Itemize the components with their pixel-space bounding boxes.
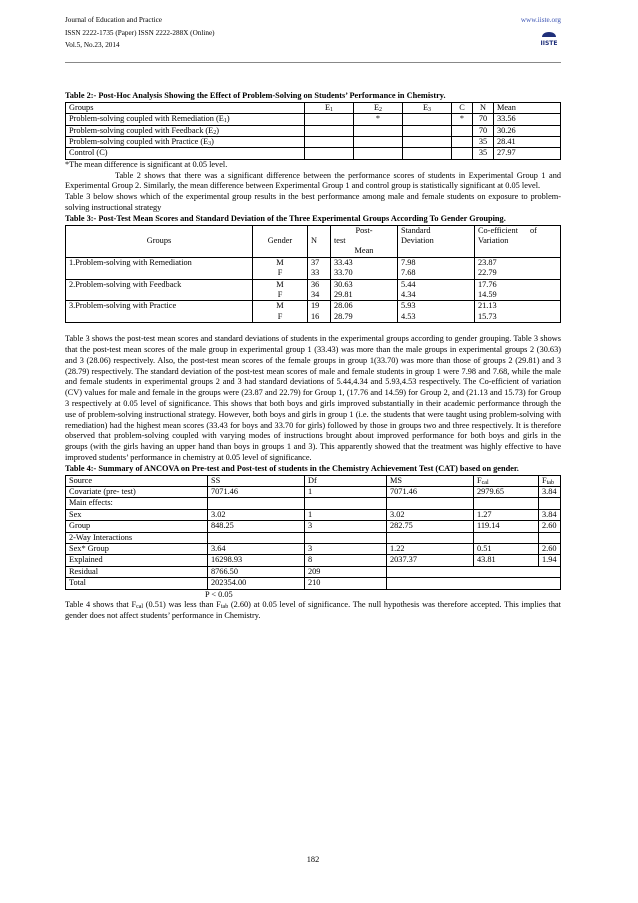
running-header: [65, 14, 561, 52]
table4-cell: [474, 498, 539, 509]
table3-caption: Table 3:- Post-Test Mean Scores and Standard Deviation of the Three Experimental Groups According To Gender Grouping.: [65, 213, 506, 223]
table4-cell: 202354.00: [208, 578, 305, 589]
table-row: [66, 137, 561, 148]
table4-cell: [208, 532, 305, 543]
table3-header-groups: Groups: [66, 225, 253, 257]
table-row: [66, 301, 561, 323]
table4-cell: Sex: [66, 509, 208, 520]
table4-cell: [474, 578, 539, 589]
table2-cell-group: Problem-solving coupled with Feedback $(E_2)$: [66, 125, 305, 136]
article-body: [65, 67, 561, 622]
table-row: [66, 148, 561, 159]
table2-header-c: C: [452, 102, 473, 113]
table3-cell-gender: M F: [253, 257, 308, 279]
table3-cell-cv: 21.13 15.73: [475, 301, 561, 323]
table3-cell-gender: M F: [253, 301, 308, 323]
table2-cell: 27.97: [494, 148, 561, 159]
journal-name: Journal of Education and Practice: [65, 16, 162, 24]
table3-header-sd: Standard Deviation: [398, 225, 475, 257]
table4: [65, 475, 561, 590]
table4-cell: 16298.93: [208, 555, 305, 566]
table3-cell-group: 3.Problem-solving with Practice: [66, 301, 253, 323]
table4-cell: 3.64: [208, 544, 305, 555]
table3-cell-gender: M F: [253, 279, 308, 301]
table4-header-df: Df: [305, 475, 387, 486]
table3-cell-n: 36 34: [308, 279, 331, 301]
table4-cell: 1: [305, 487, 387, 498]
table-row: [66, 578, 561, 589]
table3-cell-n: 19 16: [308, 301, 331, 323]
table4-cell: Sex* Group: [66, 544, 208, 555]
table4-header-ss: SS: [208, 475, 305, 486]
table2-cell: [305, 148, 354, 159]
table2-cell: 70: [473, 125, 494, 136]
table4-cell: 2.60: [539, 544, 561, 555]
table4-cell: 848.25: [208, 521, 305, 532]
table2-cell: [354, 148, 403, 159]
table2-cell: 35: [473, 148, 494, 159]
table4-cell: 8: [305, 555, 387, 566]
table4-cell: 7071.46: [387, 487, 474, 498]
page-number: 182: [306, 855, 320, 864]
table3-header-row: [66, 225, 561, 257]
table4-cell: Main effects:: [66, 498, 208, 509]
table-row: [66, 555, 561, 566]
table3-cell-mean: 30.63 29.81: [331, 279, 398, 301]
table4-cell: 0.51: [474, 544, 539, 555]
table4-cell: Covariate (pre- test): [66, 487, 208, 498]
table4-cell: [387, 498, 474, 509]
issn-line: ISSN 2222-1735 (Paper) ISSN 2222-288X (Online): [65, 28, 215, 37]
table2-cell: [305, 125, 354, 136]
table3-cell-mean: 33.43 33.70: [331, 257, 398, 279]
table4-cell: 1.27: [474, 509, 539, 520]
table-row: [66, 114, 561, 125]
paragraph: Table 4 shows that $F_{cal}$ (0.51) was less than $F_{tab}$ (2.60) at 0.05 level of significance. The null hypothesis was therefore accepted. This implies that gender does not affect students’ performance in Chemistry.: [65, 600, 561, 621]
table4-cell: 1.94: [539, 555, 561, 566]
table2-cell: 28.41: [494, 137, 561, 148]
table4-cell: [539, 566, 561, 577]
table4-cell: 1: [305, 509, 387, 520]
table2-header-e1: $E_1$: [305, 102, 354, 113]
table4-cell: Total: [66, 578, 208, 589]
table4-header-ftab: $F_{tab}$: [539, 475, 561, 486]
table4-cell: 3: [305, 521, 387, 532]
table3-cell-mean: 28.06 28.79: [331, 301, 398, 323]
table2-cell: 35: [473, 137, 494, 148]
table-row: [66, 544, 561, 555]
header-rule: [65, 62, 561, 63]
table4-cell: 119.14: [474, 521, 539, 532]
table3-header-gender: Gender: [253, 225, 308, 257]
table-row: [66, 509, 561, 520]
table4-cell: 1.22: [387, 544, 474, 555]
table2-cell: [403, 148, 452, 159]
table2-cell: [403, 114, 452, 125]
table4-cell: [539, 498, 561, 509]
table4-cell: 2037.37: [387, 555, 474, 566]
table3-header-n: N: [308, 225, 331, 257]
paragraph: Table 3 below shows which of the experimental group results in the best performance among male and female students on exposure to problem-solving instructional strategy: [65, 192, 561, 213]
table3: [65, 225, 561, 324]
table-row: [66, 566, 561, 577]
table4-header-ms: MS: [387, 475, 474, 486]
table3-cell-sd: 5.44 4.34: [398, 279, 475, 301]
table3-cell-cv: 23.87 22.79: [475, 257, 561, 279]
table2-cell-group: Problem-solving coupled with Practice $(E_3)$: [66, 137, 305, 148]
table-row: [66, 125, 561, 136]
table2-cell: [403, 125, 452, 136]
table4-cell: 3.84: [539, 509, 561, 520]
table2-cell: [354, 125, 403, 136]
table4-cell: 3.02: [387, 509, 474, 520]
table-row: [66, 521, 561, 532]
paragraph: Table 3 shows the post-test mean scores and standard deviations of students in the experimental groups according to gender grouping. Table 3 shows that the post-test mean scores of the male group in experimental group 1 (33.43) was more than the male groups in experimental groups 2 (30.63) and 3 (28.06) respectively. Also, the post-test mean scores of the female groups in group 1(33.70) was more than those of groups 2 (29.81) and 3 (28.79) respectively. The standard deviation of the post-test mean scores of male and female students in group 1 were 7.98 and 7.68, while the male and female students in experimental groups 2 and 3 had standard deviations of 5.44,4.34 and 5.93,4.53 respectively. The Co-efficient of variation (CV) values for male and female in the groups were (23.87 and 22.79) for Group 1, (17.76 and 14.59) for Group 2, and (21.13 and 15.73) for Group 3 respectively at 0.05 level of significance. This shows that both boys and girls improved substantially in their academic performance through the use of problem-solving instructional strategy. However, both boys and girls in group 1 (i.e. the students that were taught using problem-solving with remediation) had the highest mean scores (33.43 for boys and 33.70 for girls) followed by those in groups two and three respectively. It is therefore observed that problem-solving coupled with varying modes of instructions brought about improved performance for both boys and girls in the groups (with the girls having an upper hand than boys in groups 1 and 3). This apparently showed that the treatment was highly effective to have improved students’ performance in chemistry at 0.05 level of significance.: [65, 334, 561, 463]
table3-header-mean: Post- test Mean: [331, 225, 398, 257]
paragraph: Table 2 shows that there was a significant difference between the performance scores of students in Experimental Group 1 and Experimental Group 2. Similarly, the mean difference between Experimental Group 1 and control group is statistically significant at 0.05 level.: [65, 170, 561, 191]
table4-cell: 3.84: [539, 487, 561, 498]
journal-url-link[interactable]: www.iiste.org: [520, 16, 561, 24]
table3-cell-sd: 5.93 4.53: [398, 301, 475, 323]
table-row: [66, 532, 561, 543]
table4-cell: 2.60: [539, 521, 561, 532]
table4-cell: 43.81: [474, 555, 539, 566]
table2-cell-group: Control (C): [66, 148, 305, 159]
table2-caption: Table 2:- Post-Hoc Analysis Showing the Effect of Problem-Solving on Students’ Performance in Chemistry.: [65, 91, 446, 100]
logo-text: IISTE: [540, 40, 558, 47]
table4-cell: Group: [66, 521, 208, 532]
table4-cell: [387, 532, 474, 543]
iiste-logo: [539, 31, 559, 47]
table2-cell: 30.26: [494, 125, 561, 136]
table4-header-row: [66, 475, 561, 486]
table4-cell: 282.75: [387, 521, 474, 532]
table4-cell: [387, 578, 474, 589]
table4-cell: 2-Way Interactions: [66, 532, 208, 543]
table2-cell: [452, 125, 473, 136]
table2-cell-group: Problem-solving coupled with Remediation $(E_1)$: [66, 114, 305, 125]
table-row: [66, 257, 561, 279]
table4-cell: 3: [305, 544, 387, 555]
table3-cell-group: 1.Problem-solving with Remediation: [66, 257, 253, 279]
table4-cell: 7071.46: [208, 487, 305, 498]
table2-cell: [305, 114, 354, 125]
table4-cell: Explained: [66, 555, 208, 566]
table4-cell: 3.02: [208, 509, 305, 520]
table4-cell: 209: [305, 566, 387, 577]
table-row: [66, 487, 561, 498]
table4-cell: Residual: [66, 566, 208, 577]
table4-cell: [208, 498, 305, 509]
table2-cell: 33.56: [494, 114, 561, 125]
table3-header-cv: Co-efficient of Variation: [475, 225, 561, 257]
table2-header-mean: Mean: [494, 102, 561, 113]
volume-line: Vol.5, No.23, 2014: [65, 41, 120, 49]
table4-cell: [474, 532, 539, 543]
table4-note: P < 0.05: [205, 589, 233, 599]
table3-cell-cv: 17.76 14.59: [475, 279, 561, 301]
table2-cell: [305, 137, 354, 148]
table2-header-groups: Groups: [66, 102, 305, 113]
table2-cell: [452, 148, 473, 159]
table2-cell: [354, 137, 403, 148]
table2-cell: 70: [473, 114, 494, 125]
table2-header-e2: $E_2$: [354, 102, 403, 113]
table4-cell: [305, 532, 387, 543]
table4-cell: 8766.50: [208, 566, 305, 577]
table2-cell: [452, 137, 473, 148]
table3-cell-sd: 7.98 7.68: [398, 257, 475, 279]
table2-cell: *: [452, 114, 473, 125]
table2-header-row: [66, 102, 561, 113]
table4-cell: [305, 498, 387, 509]
table4-header-fcal: $F_{cal}$: [474, 475, 539, 486]
table2-header-e3: $E_3$: [403, 102, 452, 113]
table2-cell: [403, 137, 452, 148]
table4-cell: [539, 532, 561, 543]
table3-cell-n: 37 33: [308, 257, 331, 279]
table2: [65, 102, 561, 160]
table2-note: *The mean difference is significant at 0.05 level.: [65, 159, 228, 169]
table-row: [66, 279, 561, 301]
table4-cell: [387, 566, 474, 577]
iiste-logo-icon: [539, 31, 559, 47]
table2-header-n: N: [473, 102, 494, 113]
table4-cell: [474, 566, 539, 577]
table4-caption: Table 4:- Summary of ANCOVA on Pre-test and Post-test of students in the Chemistry Achievement Test (CAT) based on gender.: [65, 463, 519, 473]
table4-cell: [539, 578, 561, 589]
table3-cell-group: 2.Problem-solving with Feedback: [66, 279, 253, 301]
table4-cell: 2979.65: [474, 487, 539, 498]
table-row: [66, 498, 561, 509]
table4-cell: 210: [305, 578, 387, 589]
table2-cell: *: [354, 114, 403, 125]
table4-header-source: Source: [66, 475, 208, 486]
